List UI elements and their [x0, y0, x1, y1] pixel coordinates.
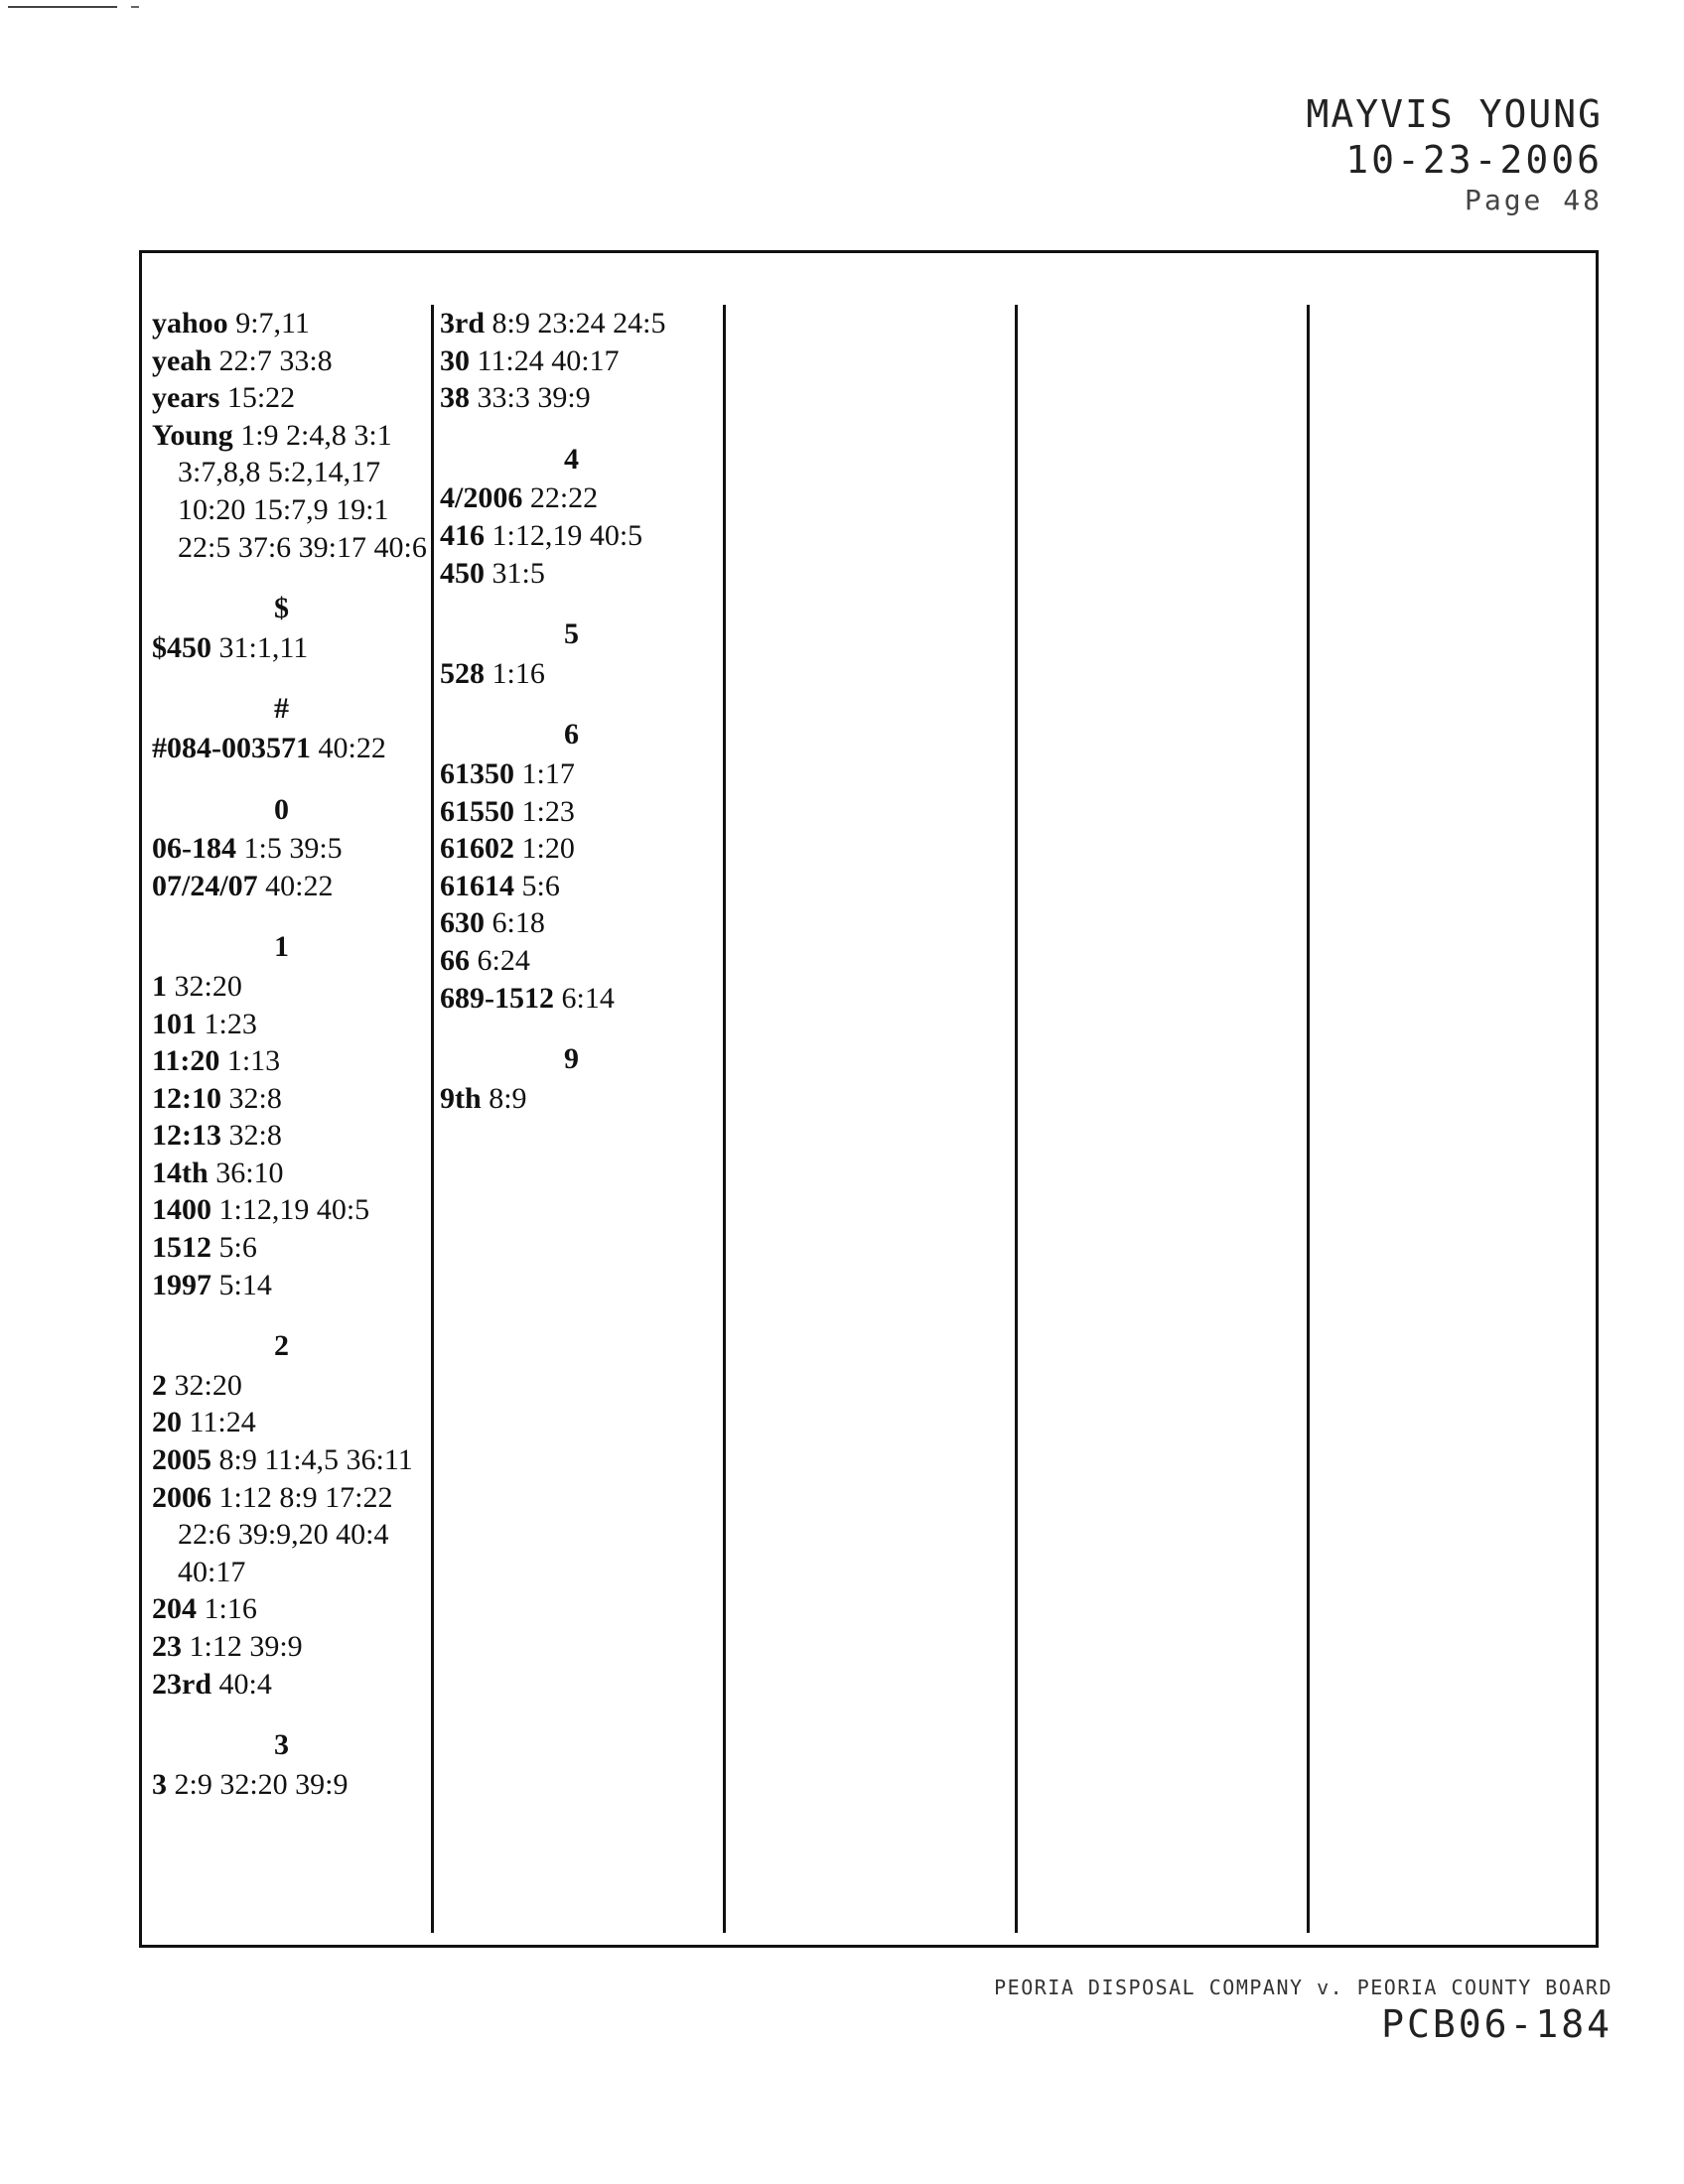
index-term: 416: [440, 518, 485, 552]
index-term: 12:10: [152, 1081, 221, 1115]
index-references: 1:12 39:9: [182, 1630, 303, 1663]
index-term: years: [152, 381, 220, 415]
index-references: 1:23: [197, 1007, 257, 1040]
index-references: 1:20: [514, 832, 575, 866]
index-term: 9th: [440, 1081, 482, 1115]
index-section-heading: 5: [564, 617, 579, 651]
index-term: 20: [152, 1406, 182, 1439]
index-term: 11:20: [152, 1044, 220, 1078]
index-entry: [152, 305, 431, 342]
index-section-heading: 2: [274, 1329, 289, 1363]
index-references: 1:16: [197, 1592, 257, 1626]
index-section-heading: 6: [564, 718, 579, 751]
index-section-heading: #: [274, 692, 289, 726]
index-entry: [440, 555, 723, 593]
index-references: 1:23: [514, 794, 575, 828]
index-entry: [440, 755, 723, 793]
index-references: 31:1,11: [211, 630, 309, 664]
index-list: [440, 305, 723, 1117]
index-entry: [152, 1666, 431, 1704]
index-references: 32:8: [221, 1119, 282, 1153]
index-references: 22:7 33:8: [211, 343, 333, 377]
index-term: 61550: [440, 794, 514, 828]
index-references: 8:9 23:24 24:5: [485, 307, 666, 340]
index-entry: [152, 1628, 431, 1666]
page-header: [1306, 91, 1603, 218]
index-references: 36:10: [208, 1156, 284, 1189]
index-term: 30: [440, 343, 470, 377]
index-references: 1:12 8:9 17:22 22:6 39:9,20 40:4 40:17: [178, 1480, 393, 1588]
index-term: 23: [152, 1630, 182, 1663]
index-references: 2:9 32:20 39:9: [167, 1767, 349, 1801]
index-entry: [440, 793, 723, 831]
index-column-3: [726, 305, 1018, 1933]
index-references: 5:6: [514, 869, 560, 902]
scan-artifact-dot: [131, 6, 139, 8]
index-term: 528: [440, 656, 485, 690]
index-entry: [440, 904, 723, 942]
index-references: 1:5 39:5: [236, 832, 343, 866]
index-term: 12:13: [152, 1119, 221, 1153]
index-references: 40:22: [311, 731, 386, 764]
index-entry: [440, 1080, 723, 1118]
index-entry: [152, 1367, 431, 1405]
index-entry: [440, 655, 723, 693]
index-term: $450: [152, 630, 211, 664]
index-references: 22:22: [522, 481, 599, 515]
case-caption: PEORIA DISPOSAL COMPANY v. PEORIA COUNTY BOARD: [994, 1976, 1613, 1999]
index-references: 11:24 40:17: [470, 343, 620, 377]
index-references: 1:16: [485, 656, 545, 690]
index-entry: [440, 830, 723, 868]
index-term: 06-184: [152, 832, 236, 866]
index-term: 2006: [152, 1480, 211, 1514]
index-section-heading: $: [274, 592, 289, 625]
index-entry: [440, 305, 723, 342]
scan-artifact: [8, 6, 117, 8]
index-section-heading: 4: [564, 442, 579, 476]
index-term: 101: [152, 1007, 197, 1040]
index-term: 689-1512: [440, 981, 554, 1015]
index-section-heading: 0: [274, 792, 289, 826]
index-term: 630: [440, 906, 485, 940]
index-references: 1:12,19 40:5: [211, 1193, 370, 1227]
index-entry: [152, 1117, 431, 1155]
index-term: 1400: [152, 1193, 211, 1227]
index-term: yeah: [152, 343, 211, 377]
index-entry: [152, 968, 431, 1006]
index-references: 15:22: [219, 381, 296, 415]
index-term: 3: [152, 1767, 167, 1801]
index-term: yahoo: [152, 307, 228, 340]
index-references: 5:6: [211, 1231, 257, 1265]
index-entry: [152, 1479, 431, 1591]
index-entry: [152, 1155, 431, 1192]
index-entry: [440, 517, 723, 555]
index-entry: [152, 868, 431, 905]
index-references: 9:7,11: [227, 307, 310, 340]
index-column-5: [1310, 305, 1602, 1933]
index-references: 1:12,19 40:5: [485, 518, 643, 552]
index-references: 32:20: [167, 969, 242, 1003]
index-term: 61350: [440, 756, 514, 790]
index-references: 40:22: [257, 869, 334, 902]
index-term: 2: [152, 1368, 167, 1402]
index-term: 1997: [152, 1268, 211, 1301]
index-entry: [440, 868, 723, 905]
index-references: 11:24: [182, 1406, 256, 1439]
index-entry: [152, 342, 431, 380]
index-references: 5:14: [211, 1268, 272, 1301]
index-references: 8:9 11:4,5 36:11: [211, 1443, 413, 1477]
index-entry: [152, 1590, 431, 1628]
index-entry: [440, 942, 723, 980]
case-number: PCB06-184: [1381, 2002, 1613, 2046]
index-section-heading: 3: [274, 1728, 289, 1762]
index-references: 6:24: [470, 943, 530, 977]
index-term: 4/2006: [440, 481, 523, 515]
index-entry: [152, 1006, 431, 1043]
index-references: 32:20: [167, 1368, 242, 1402]
index-references: 6:18: [485, 906, 545, 940]
index-term: 23rd: [152, 1667, 211, 1701]
index-references: 40:4: [211, 1667, 272, 1701]
index-term: 204: [152, 1592, 197, 1626]
index-entry: [152, 379, 431, 417]
index-entry: [152, 1404, 431, 1441]
index-entry: [152, 629, 431, 667]
index-term: #084-003571: [152, 731, 311, 764]
index-entry: [152, 1191, 431, 1229]
index-list: [152, 305, 431, 1803]
index-references: 33:3 39:9: [470, 381, 591, 415]
index-entry: [152, 1441, 431, 1479]
index-term: 450: [440, 556, 485, 590]
index-column-1: [142, 305, 434, 1933]
index-term: 2005: [152, 1443, 211, 1477]
index-references: 1:17: [514, 756, 575, 790]
index-entry: [152, 1080, 431, 1118]
index-entry: [152, 417, 431, 566]
index-term: 07/24/07: [152, 869, 258, 902]
deponent-name: MAYVIS YOUNG: [1306, 92, 1603, 136]
index-entry: [440, 479, 723, 517]
index-references: 6:14: [554, 981, 615, 1015]
index-term: 61614: [440, 869, 514, 902]
index-section-heading: 9: [564, 1042, 579, 1076]
index-entry: [152, 1267, 431, 1304]
index-term: 1: [152, 969, 167, 1003]
index-references: 32:8: [221, 1081, 282, 1115]
page-number: Page 48: [1464, 184, 1603, 216]
deposition-date: 10-23-2006: [1345, 138, 1603, 182]
index-column-2: [434, 305, 726, 1933]
index-term: 14th: [152, 1156, 209, 1189]
index-references: 8:9: [481, 1081, 527, 1115]
index-entry: [440, 980, 723, 1018]
index-references: 1:13: [219, 1044, 281, 1078]
index-term: 38: [440, 381, 470, 415]
index-column-4: [1018, 305, 1310, 1933]
index-term: 66: [440, 943, 470, 977]
index-term: Young: [152, 418, 233, 452]
index-entry: [440, 379, 723, 417]
index-term: 3rd: [440, 307, 485, 340]
index-entry: [152, 1042, 431, 1080]
index-frame: [139, 250, 1599, 1948]
index-section-heading: 1: [274, 930, 289, 964]
index-term: 1512: [152, 1231, 211, 1265]
page-footer: [994, 1974, 1613, 2047]
index-entry: [152, 1229, 431, 1267]
index-entry: [152, 830, 431, 868]
index-references: 31:5: [485, 556, 545, 590]
index-entry: [440, 342, 723, 380]
index-entry: [152, 1766, 431, 1804]
index-references: 1:9 2:4,8 3:1 3:7,8,8 5:2,14,17 10:20 15:7,9 19:1 22:5 37:6 39:17 40:6: [178, 418, 427, 564]
index-term: 61602: [440, 832, 514, 866]
index-entry: [152, 730, 431, 767]
